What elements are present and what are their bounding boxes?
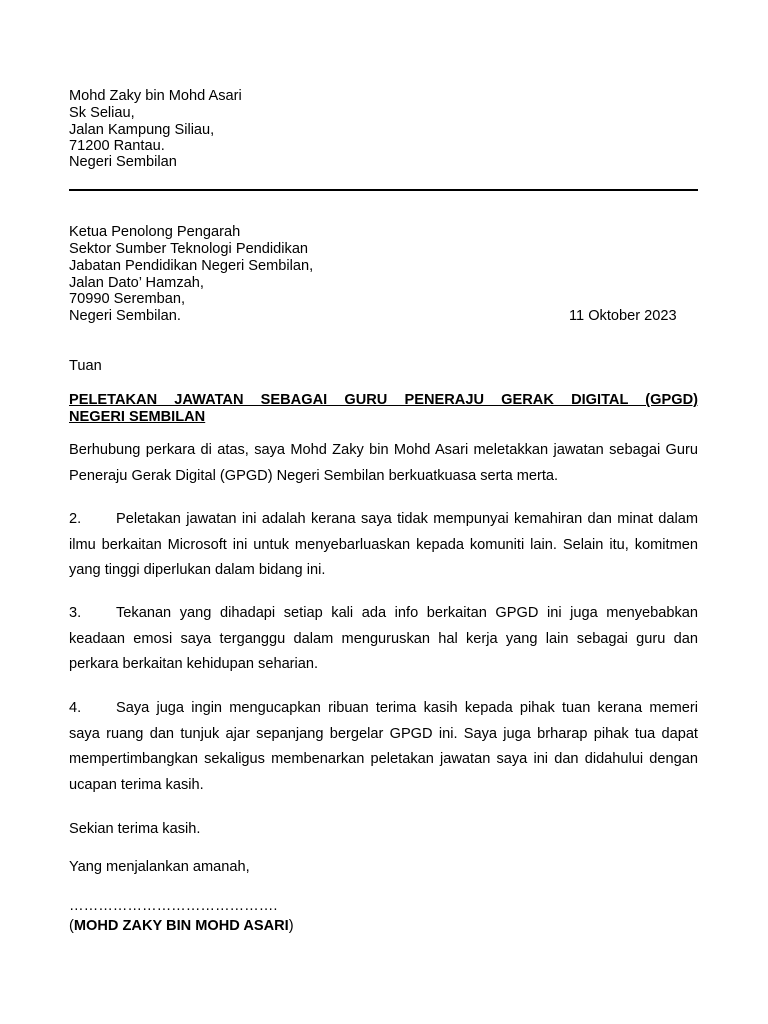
letter-subject [69,392,698,426]
recipient-line: 70990 Seremban, [69,291,186,307]
body-paragraph-3 [69,601,698,678]
sender-name: Mohd Zaky bin Mohd Asari [69,88,242,104]
sender-address-line: 71200 Rantau. [69,138,165,154]
signatory-name: MOHD ZAKY BIN MOHD ASARI [73,918,289,934]
body-paragraph-4 [69,696,698,798]
subject-line: PELETAKAN JAWATAN SEBAGAI GURU PENERAJU GERAK DIGITAL (GPGD) [69,392,698,408]
recipient-line: Jabatan Pendidikan Negeri Sembilan, [69,258,314,274]
closing-sign-off: Yang menjalankan amanah, [69,859,250,875]
recipient-line: Sektor Sumber Teknologi Pendidikan [69,241,309,257]
signatory-open-paren: ( [69,918,74,934]
body-paragraph-1 [69,438,698,489]
paragraph-text: Peletakan jawatan ini adalah kerana saya tidak mempunyai kemahiran dan minat dalam ilmu berkaitan Microsoft ini untuk menyebarluaskan kepada komuniti lain. Selain itu, komitmen yang tinggi diperlukan dalam bidang ini. [69,511,698,578]
sender-address-line: Sk Seliau, [69,105,135,121]
salutation: Tuan [69,358,102,374]
paragraph-text: Berhubung perkara di atas, saya Mohd Zaky bin Mohd Asari meletakkan jawatan sebagai Guru Peneraju Gerak Digital (GPGD) Negeri Sembilan berkuatkuasa serta merta. [69,442,698,484]
paragraph-text: Saya juga ingin mengucapkan ribuan terima kasih kepada pihak tuan kerana memeri saya ruang dan tunjuk ajar sepanjang bergelar GPGD ini. Saya juga brharap pihak tua dapat mempertimbangkan sekaligus membenarkan peletakan jawatan saya ini dan didahului dengan ucapan terima kasih. [69,700,698,793]
paragraph-number: 4. [69,700,82,716]
closing-thanks: Sekian terima kasih. [69,821,201,837]
recipient-line: Ketua Penolong Pengarah [69,224,241,240]
paragraph-number: 2. [69,511,82,527]
signatory [69,918,294,935]
header-divider [69,189,698,191]
signature-line: ……………………………………. [69,898,278,914]
paragraph-number: 3. [69,605,82,621]
body-paragraph-2 [69,507,698,584]
sender-address-line: Jalan Kampung Siliau, [69,122,215,138]
subject-line: NEGERI SEMBILAN [69,409,206,425]
signatory-close-paren: ) [288,918,294,934]
letter-date: 11 Oktober 2023 [569,308,677,324]
recipient-line: Jalan Dato’ Hamzah, [69,275,204,291]
sender-address-line: Negeri Sembilan [69,154,177,170]
paragraph-text: Tekanan yang dihadapi setiap kali ada info berkaitan GPGD ini juga menyebabkan keadaan emosi saya terganggu dalam menguruskan hal kerja yang lain sebagai guru dan perkara berkaitan kehidupan seharian. [69,605,698,672]
recipient-line: Negeri Sembilan. [69,308,181,324]
